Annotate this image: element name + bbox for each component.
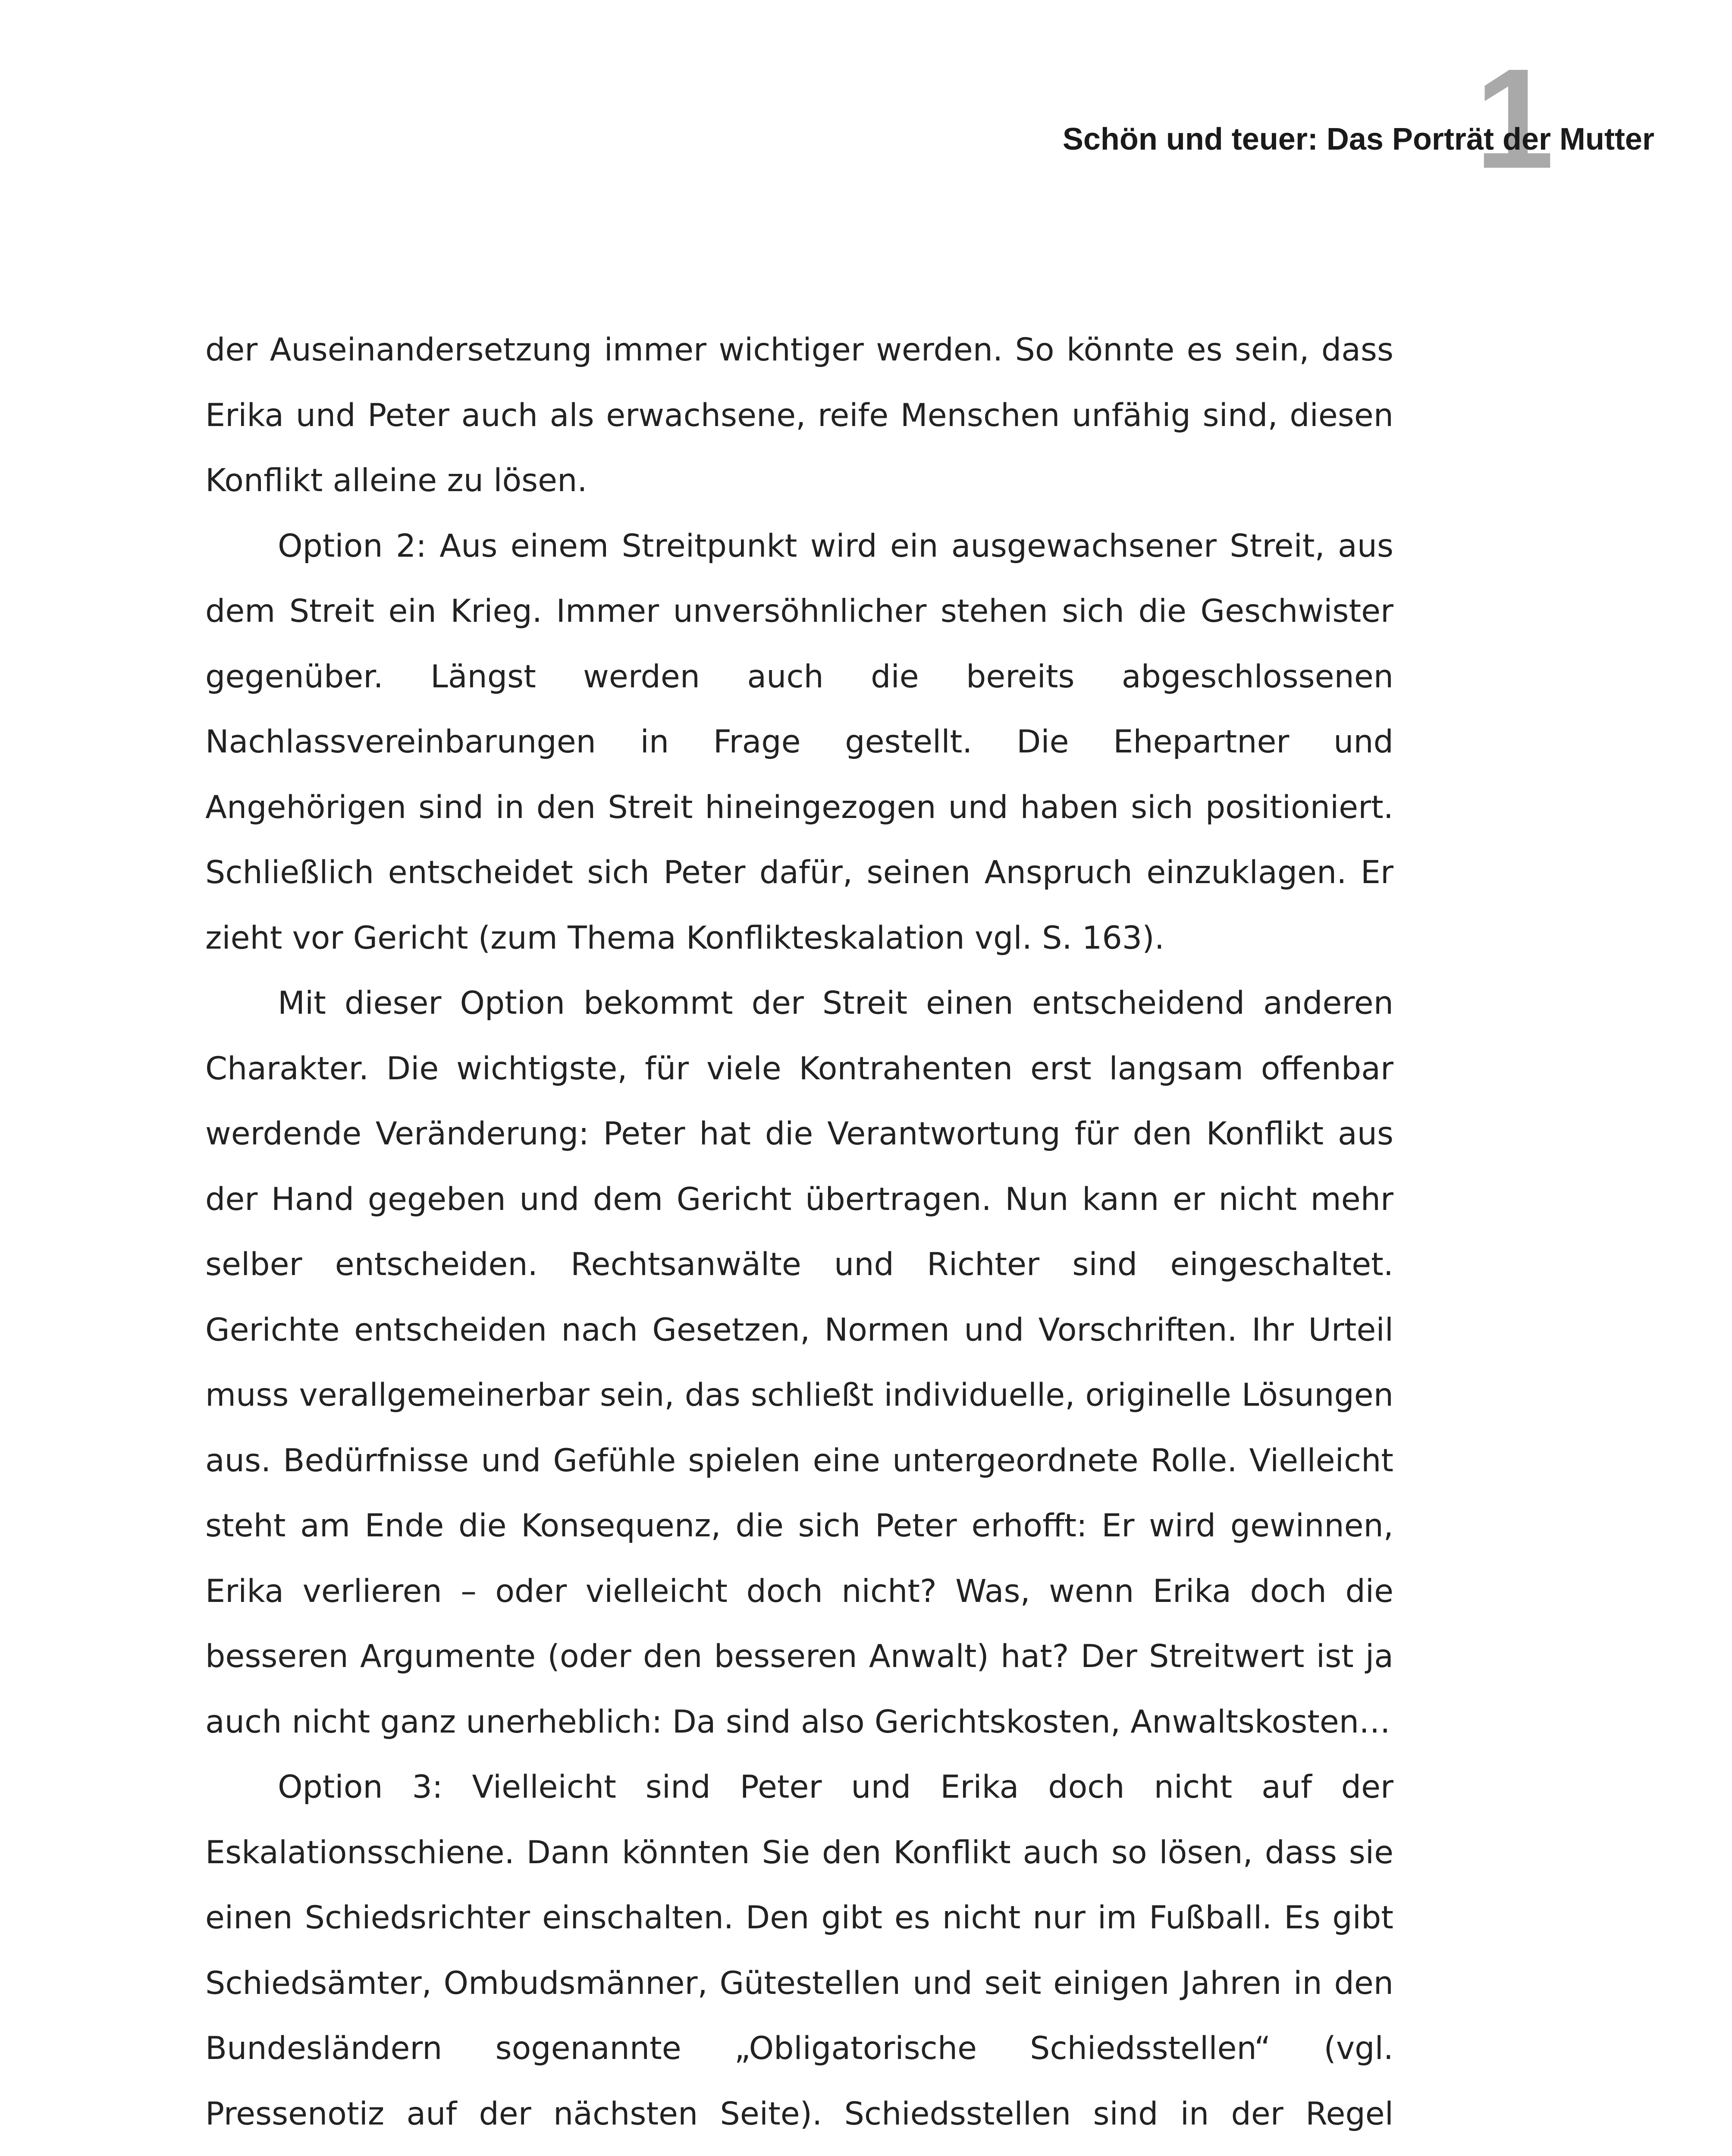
paragraph-1: der Auseinandersetzung immer wichtiger werden. So könnte es sein, dass Erika und Peter auch als erwachsene, reife Menschen unfähig sind, diesen Konflikt alleine zu lösen. [205,332,1393,499]
paragraph-2: Option 2: Aus einem Streitpunkt wird ein ausgewachsener Streit, aus dem Streit ein Krieg. Immer unversöhnlicher stehen sich die Geschwister gegenüber. Längst werden auch die bereits abgeschlossenen Nachlassvereinbarungen in Frage gestellt. Die Ehepartner und Angehörigen sind in den Streit hineingezogen und haben sich positioniert. Schließlich entscheidet sich Peter dafür, seinen Anspruch einzuklagen. Er zieht vor Gericht (zum Thema Konflikteskalation vgl. S. 163). [205,527,1393,956]
body-text [205,317,1393,2156]
running-header-title: Schön und teuer: Das Porträt der Mutter [1062,122,1654,157]
chapter-number: 1 [1475,39,1554,198]
paragraph-4: Option 3: Vielleicht sind Peter und Erika doch nicht auf der Eskalationsschiene. Dann könnten Sie den Konflikt auch so lösen, dass sie einen Schiedsrichter einschalten. Den gibt es nicht nur im Fußball. Es gibt Schiedsämter, Ombudsmänner, Gütestellen und seit einigen Jahren in den Bundesländern sogenannte „Obligatorische Schiedsstellen“ (vgl. Pressenotiz auf der nächsten Seite). Schiedsstellen sind in der Regel [205,1769,1393,2132]
paragraph-3: Mit dieser Option bekommt der Streit einen entscheidend anderen Charakter. Die wichtigste, für viele Kontrahenten erst langsam offenbar werdende Veränderung: Peter hat die Verantwortung für den Konflikt aus der Hand gegeben und dem Gericht übertragen. Nun kann er nicht mehr selber entscheiden. Rechtsanwälte und Richter sind eingeschaltet. Gerichte entscheiden nach Gesetzen, Normen und Vorschriften. Ihr Urteil muss verallgemeinerbar sein, das schließt individuelle, originelle Lösungen aus. Bedürfnisse und Gefühle spielen eine untergeordnete Rolle. Vielleicht steht am Ende die Konsequenz, die sich Peter erhofft: Er wird gewinnen, Erika verlieren – oder vielleicht doch nicht? Was, wenn Erika doch die besseren Argumente (oder den besseren Anwalt) hat? Der Streitwert ist ja auch nicht ganz unerheblich: Da sind also Gerichtskosten, Anwaltskosten… [205,985,1393,1740]
